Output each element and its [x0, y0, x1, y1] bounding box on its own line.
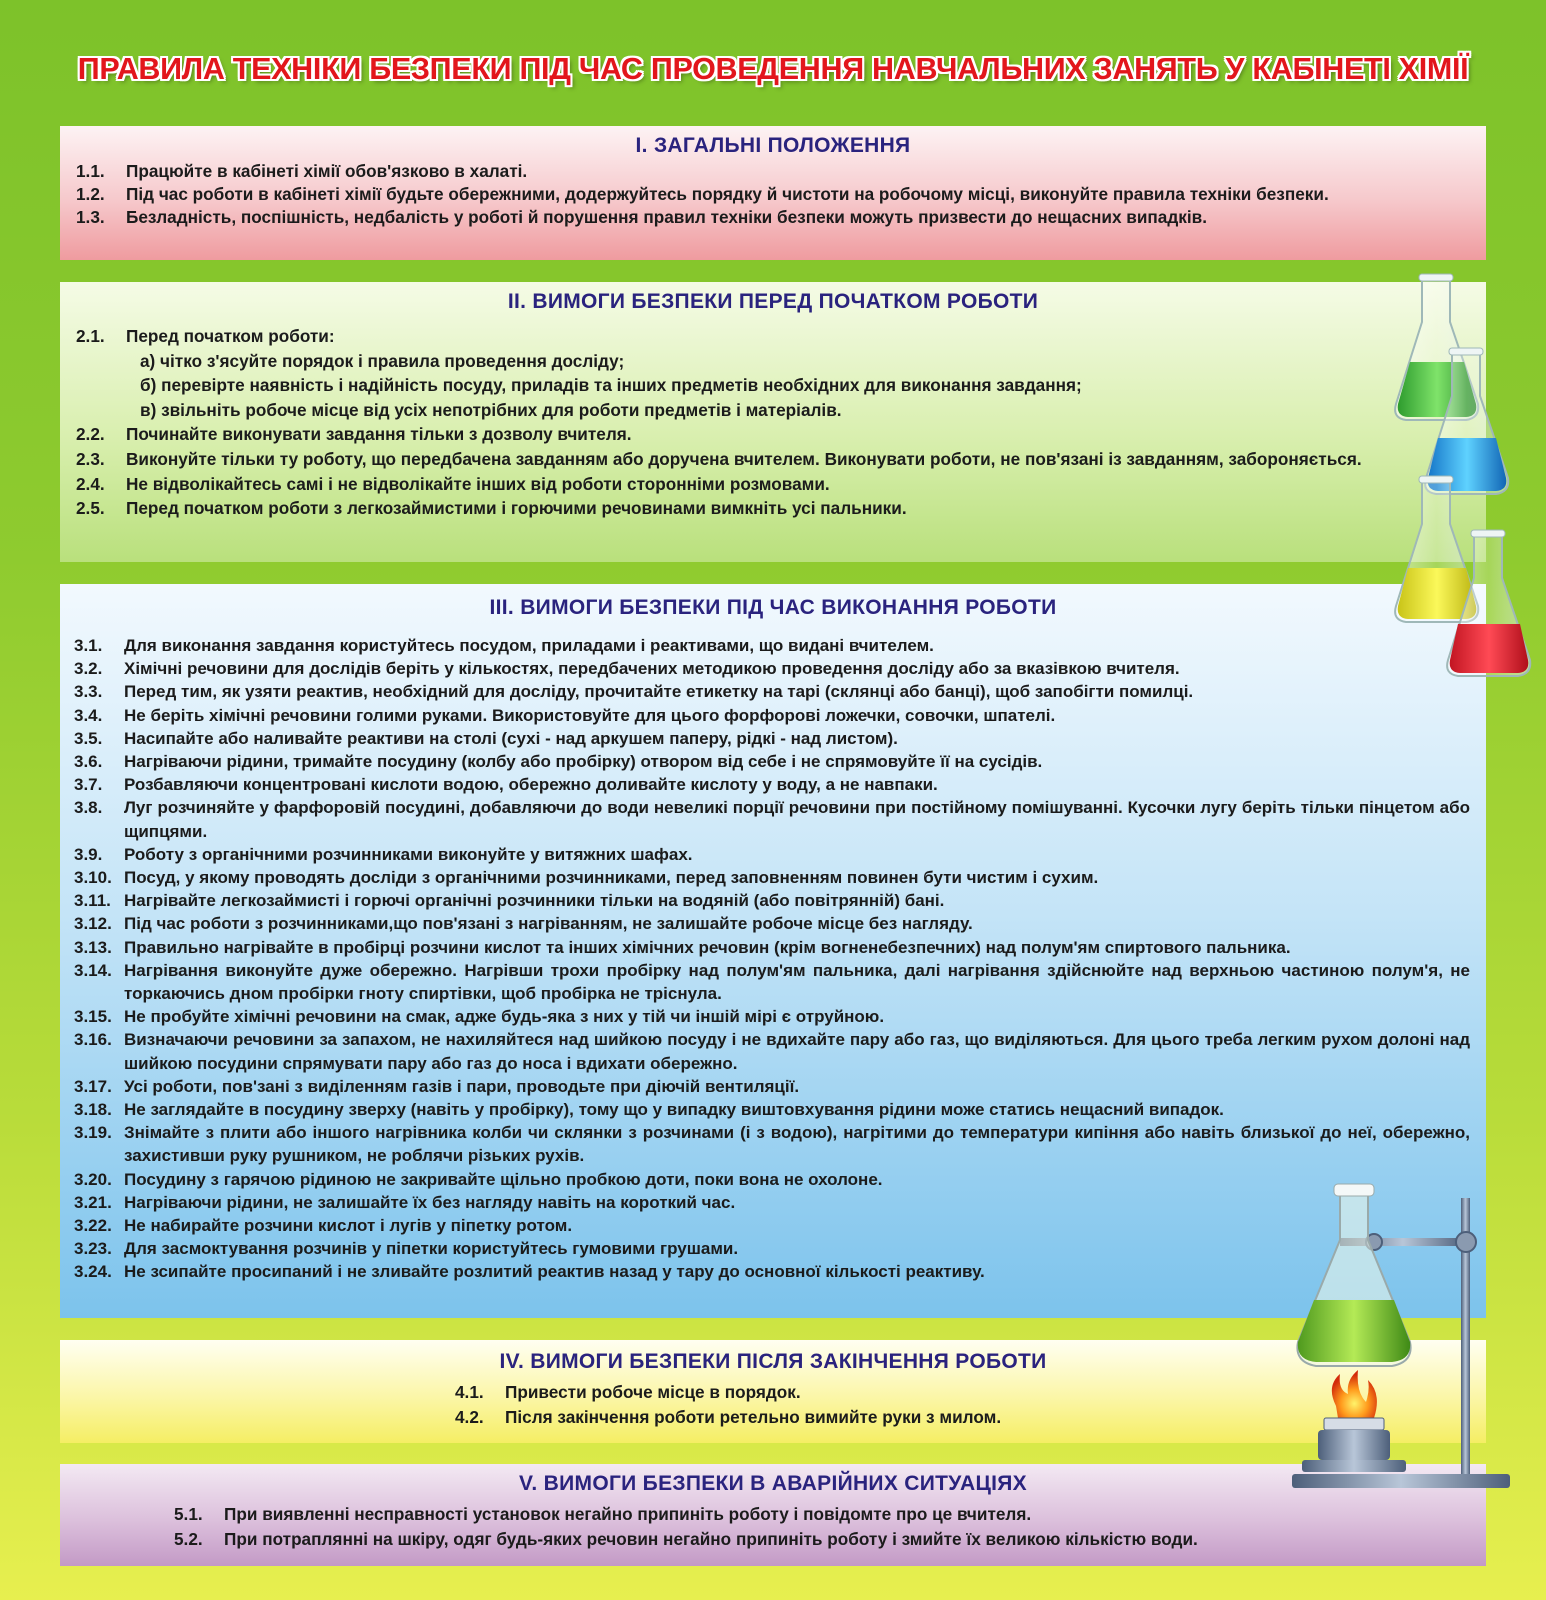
rule-text: Починайте виконувати завдання тільки з дозволу вчителя. [126, 424, 632, 445]
rule-item [76, 422, 1470, 447]
rule-text: Виконуйте тільки ту роботу, що передбачена завданням або доручена вчителем. Виконувати роботи, не пов'язані із завданням, забороняється. [126, 448, 1362, 469]
rule-item [74, 936, 1470, 959]
rule-text: При потраплянні на шкіру, одяг будь-яких речовин негайно припиніть роботу і змийте їх великою кількістю води. [224, 1528, 1198, 1549]
rule-item [74, 1075, 1470, 1098]
poster-title: ПРАВИЛА ТЕХНІКИ БЕЗПЕКИ ПІД ЧАС ПРОВЕДЕННЯ НАВЧАЛЬНИХ ЗАНЯТЬ У КАБІНЕТІ ХІМІЇ [77, 52, 1469, 86]
rule-number: 2.1. [76, 326, 105, 346]
section-before-work [60, 282, 1486, 562]
rule-subitem [76, 349, 1470, 374]
rules-list [455, 1380, 1286, 1429]
rule-text: Не беріть хімічні речовини голими руками. Використовуйте для цього форфорові ложечки, совочки, шпателі. [124, 705, 1056, 725]
rule-number: 3.10. [74, 868, 112, 888]
rule-text: Не пробуйте хімічні речовини на смак, адже будь-яка з них у тій чи іншій мірі є отруйною. [124, 1007, 885, 1027]
rule-item [174, 1502, 1426, 1527]
rule-item [74, 1214, 1470, 1237]
rule-number: 3.22. [74, 1216, 112, 1236]
rule-number: 3.19. [74, 1123, 112, 1143]
rule-subitem [76, 398, 1470, 423]
rule-item [74, 1121, 1470, 1167]
rule-number: 3.1. [74, 636, 103, 655]
rule-item [76, 496, 1470, 521]
rules-list [76, 160, 1470, 230]
rule-item [455, 1380, 1286, 1405]
rule-item [74, 1098, 1470, 1121]
rule-number: 2.4. [76, 473, 105, 494]
rule-item [74, 796, 1470, 842]
rule-item [74, 1260, 1470, 1283]
section-heading: IV. ВИМОГИ БЕЗПЕКИ ПІСЛЯ ЗАКІНЧЕННЯ РОБОТИ [499, 1350, 1047, 1373]
rule-text: Працюйте в кабінеті хімії обов'язково в халаті. [126, 161, 528, 181]
rule-number: 3.24. [74, 1262, 112, 1282]
rule-item [174, 1527, 1426, 1552]
rule-item [74, 634, 1470, 657]
rule-number: 1.3. [76, 207, 105, 228]
rule-text: Посуд, у якому проводять досліди з органічними розчинниками, перед заповненням повинен бути чистим і сухим. [124, 868, 1099, 888]
rule-text: Нагрівайте легкозаймисті і горючі органічні розчинники тільки на водяній (або повітрянній) бані. [124, 891, 945, 911]
rule-number: 3.3. [74, 682, 103, 702]
rule-number: 3.11. [74, 891, 111, 911]
rule-item [74, 704, 1470, 727]
rule-text: в) звільніть робоче місце від усіх непотрібних для роботи предметів і матеріалів. [140, 399, 842, 420]
rule-text: Безладність, поспішність, недбалість у роботі й порушення правил техніки безпеки можуть призвести до нещасних випадків. [126, 207, 1207, 228]
rule-number: 2.3. [76, 448, 105, 469]
rule-number: 3.23. [74, 1239, 112, 1259]
rule-number: 3.4. [74, 705, 103, 725]
rule-text: Роботу з органічними розчинниками виконуйте у витяжних шафах. [124, 844, 693, 864]
rule-number: 1.1. [76, 161, 105, 181]
rule-text: Не набирайте розчини кислот і лугів у піпетку ротом. [124, 1216, 573, 1236]
rule-text: Насипайте або наливайте реактиви на столі (сухі - над аркушем паперу, рідкі - над листом). [124, 728, 898, 748]
rule-item [74, 866, 1470, 889]
rule-number: 3.2. [74, 659, 103, 679]
rules-list [76, 324, 1470, 521]
rule-text: Під час роботи в кабінеті хімії будьте обережними, додержуйтесь порядку й чистоти на робочому місці, виконуйте правила техніки безпеки. [126, 184, 1329, 205]
rule-text: Не відволікайтесь самі і не відволікайте інших від роботи сторонніми розмовами. [126, 473, 830, 494]
rule-text: Перед початком роботи з легкозаймистими і горючими речовинами вимкніть усі пальники. [126, 498, 907, 519]
rules-list [174, 1502, 1426, 1551]
section-during-work [60, 584, 1486, 1318]
rule-number: 3.17. [74, 1076, 112, 1096]
rule-item [455, 1405, 1286, 1430]
rule-number: 5.2. [174, 1528, 203, 1549]
rule-number: 3.15. [74, 1007, 112, 1027]
rule-item [74, 843, 1470, 866]
section-emergency [60, 1464, 1486, 1566]
rule-text: Для виконання завдання користуйтесь посудом, приладами і реактивами, що видані вчителем. [124, 636, 934, 655]
rule-text: Нагріваючи рідини, не залишайте їх без нагляду навіть на короткий час. [124, 1192, 736, 1212]
rule-item [76, 206, 1470, 229]
rule-number: 3.14. [74, 960, 112, 980]
rule-item [74, 912, 1470, 935]
rule-item [74, 1005, 1470, 1028]
rule-text: При виявленні несправності установок негайно припиніть роботу і повідомте про це вчителя. [224, 1504, 1032, 1524]
rule-number: 3.12. [74, 914, 112, 934]
rule-number: 3.5. [74, 728, 103, 748]
rule-text: Луг розчиняйте у фарфоровій посудині, добавляючи до води невеликі порції речовини при постійному помішуванні. Кусочки лугу беріть тільки пінцетом або щипцями. [124, 798, 1470, 841]
rule-number: 3.18. [74, 1100, 112, 1120]
rule-number: 3.8. [74, 798, 103, 818]
section-after-work [60, 1340, 1486, 1443]
rule-text: Усі роботи, пов'зані з виділенням газів і пари, проводьте при діючій вентиляції. [124, 1076, 800, 1096]
rule-item [76, 183, 1470, 206]
rule-number: 2.2. [76, 424, 105, 445]
rule-item [74, 727, 1470, 750]
rule-text: Не зсипайте просипаний і не зливайте розлитий реактив назад у тару до основної кількості реактиву. [124, 1262, 985, 1282]
rule-number: 3.9. [74, 844, 103, 864]
rule-item [74, 1237, 1470, 1260]
rule-number: 3.7. [74, 775, 103, 795]
rule-item [74, 1191, 1470, 1214]
rule-number: 4.2. [455, 1406, 484, 1427]
rule-text: Перед початком роботи: [126, 326, 335, 346]
section-heading: I. ЗАГАЛЬНІ ПОЛОЖЕННЯ [635, 134, 911, 157]
rule-text: а) чітко з'ясуйте порядок і правила проведення досліду; [140, 350, 625, 371]
burner-stand-flask-icon [1278, 1180, 1514, 1510]
rule-item [74, 680, 1470, 703]
rule-text: Нагріваючи рідини, тримайте посудину (колбу або пробірку) отвором від себе і не спрямовуйте її на сусідів. [124, 752, 1043, 772]
rule-text: б) перевірте наявність і надійність посуду, приладів та інших предметів необхідних для виконання завдання; [140, 375, 1082, 396]
rule-text: Перед тим, як узяти реактив, необхідний для досліду, прочитайте етикетку на тарі (склянці або банці), щоб запобігти помилці. [124, 682, 1194, 702]
rule-number: 3.13. [74, 937, 112, 957]
rule-item [74, 657, 1470, 680]
rule-text: Розбавляючи концентровані кислоти водою, обережно доливайте кислоту у воду, а не навпаки. [124, 775, 938, 795]
rule-item [74, 773, 1470, 796]
section-general [60, 126, 1486, 260]
rule-text: Після закінчення роботи ретельно вимийте руки з милом. [505, 1406, 1002, 1427]
rule-subitem [76, 373, 1470, 398]
rules-list [74, 634, 1470, 1284]
rule-text: Знімайте з плити або іншого нагрівника колби чи склянки з розчинами (і з водою), нагрітими до температури кипіння або навіть близької до неї, обережно, захистивши руку рушником, не роблячи різьких рухів. [124, 1123, 1470, 1166]
rule-number: 5.1. [174, 1504, 203, 1524]
rule-item [74, 959, 1470, 1005]
section-heading: V. ВИМОГИ БЕЗПЕКИ В АВАРІЙНИХ СИТУАЦІЯХ [519, 1472, 1027, 1495]
rule-item [74, 1168, 1470, 1191]
rule-item [76, 472, 1470, 497]
rule-text: Посудину з гарячою рідиною не закривайте щільно пробкою доти, поки вона не охолоне. [124, 1169, 883, 1189]
rule-item [74, 889, 1470, 912]
rule-number: 2.5. [76, 498, 105, 519]
rule-text: Хімічні речовини для дослідів беріть у кількостях, передбачених методикою проведення досліду або за вказівкою вчителя. [124, 659, 1180, 679]
red-flask-icon [1444, 528, 1534, 680]
rule-item [74, 750, 1470, 773]
rule-number: 3.21. [74, 1192, 112, 1212]
rule-number: 3.20. [74, 1169, 112, 1189]
rule-item [76, 447, 1470, 472]
rule-text: Правильно нагрівайте в пробірці розчини кислот та інших хімічних речовин (крім вогненебезпечних) над полум'ям спиртового пальника. [124, 937, 1291, 957]
rule-item [74, 1028, 1470, 1074]
rule-text: Визначаючи речовини за запахом, не нахиляйтеся над шийкою посуду і не вдихайте пару або газ, що виділяються. Для цього треба легким рухом долоні над шийкою посудини спрямувати пару або газ до носа і вдихати обережно. [124, 1030, 1470, 1073]
rule-text: Під час роботи з розчинниками,що пов'язані з нагріванням, не залишайте робоче місце без нагляду. [124, 914, 973, 934]
rule-text: Нагрівання виконуйте дуже обережно. Нагрівши трохи пробірку над полум'ям пальника, далі нагрівання здійснюйте над верхньою частиною полум'я, не торкаючись дном пробірки гноту спиртівки, щоб пробірка не тріснула. [124, 960, 1470, 1004]
section-heading: III. ВИМОГИ БЕЗПЕКИ ПІД ЧАС ВИКОНАННЯ РОБОТИ [489, 596, 1057, 619]
rule-text: Не заглядайте в посудину зверху (навіть у пробірку), тому що у випадку виштовхування рідини може статись нещасний випадок. [124, 1100, 1224, 1120]
rule-number: 3.16. [74, 1030, 112, 1050]
rule-number: 3.6. [74, 752, 103, 772]
rule-item [76, 160, 1470, 183]
rule-text: Привести робоче місце в порядок. [505, 1382, 801, 1402]
rule-item [76, 324, 1470, 349]
rule-number: 1.2. [76, 184, 105, 205]
rule-number: 4.1. [455, 1382, 484, 1402]
rule-text: Для засмоктування розчинів у піпетки користуйтесь гумовими грушами. [124, 1239, 739, 1259]
section-heading: II. ВИМОГИ БЕЗПЕКИ ПЕРЕД ПОЧАТКОМ РОБОТИ [507, 290, 1039, 313]
